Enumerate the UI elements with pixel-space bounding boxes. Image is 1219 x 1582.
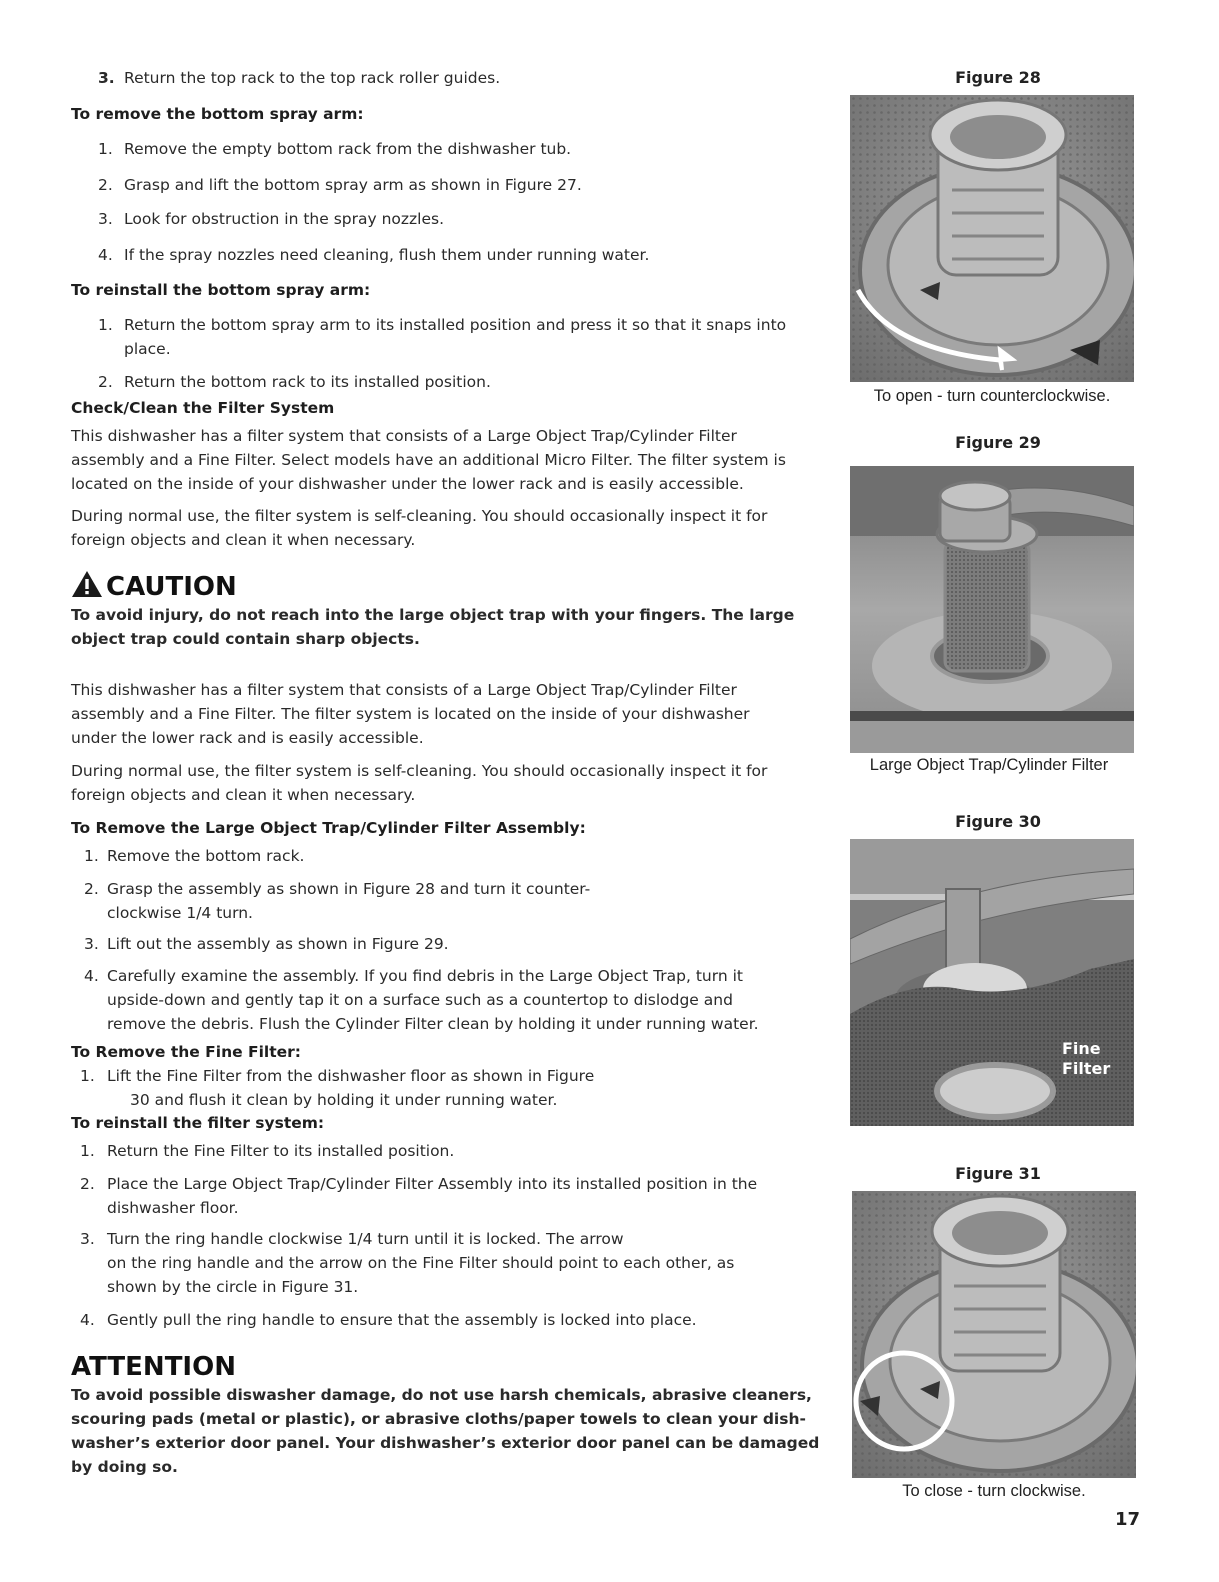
section-heading-remove-fine-filter: To Remove the Fine Filter: [71,1043,301,1061]
step-number: 4. [84,967,99,985]
step-text: Remove the empty bottom rack from the dishwasher tub. [124,140,572,158]
figure-29-title: Figure 29 [955,433,1041,452]
step-number: 2. [98,373,113,391]
attention-text: by doing so. [71,1458,178,1476]
step-number: 4. [98,246,113,264]
fine-filter-label [1062,1039,1110,1079]
caution-title: CAUTION [106,572,237,602]
step-text: on the ring handle and the arrow on the Fine Filter should point to each other, as [107,1254,735,1272]
paragraph-line: This dishwasher has a filter system that consists of a Large Object Trap/Cylinder Filter [71,681,737,699]
figure-31-title: Figure 31 [955,1164,1041,1183]
figure-31-caption: To close - turn clockwise. [902,1482,1086,1500]
figure-30-title: Figure 30 [955,812,1041,831]
section-heading-filter-system: Check/Clean the Filter System [71,399,335,417]
step-number: 1. [98,316,113,334]
figure-28-photo [850,95,1134,382]
step-text: Grasp and lift the bottom spray arm as shown in Figure 27. [124,176,582,194]
step-text: Place the Large Object Trap/Cylinder Filter Assembly into its installed position in the [107,1175,758,1193]
step-number: 1. [98,140,113,158]
section-heading-remove-spray-arm: To remove the bottom spray arm: [71,105,364,123]
step-number: 1. [80,1142,95,1160]
step-number: 3. [98,69,115,87]
paragraph-line: foreign objects and clean it when necessary. [71,786,416,804]
figure-28-title: Figure 28 [955,68,1041,87]
step-number: 2. [98,176,113,194]
step-text: Look for obstruction in the spray nozzles. [124,210,445,228]
figure-31-photo [852,1191,1136,1478]
figure-29-photo [850,466,1134,753]
step-number: 4. [80,1311,95,1329]
section-heading-reinstall-filter: To reinstall the filter system: [71,1114,325,1132]
attention-text: To avoid possible diswasher damage, do not use harsh chemicals, abrasive cleaners, [71,1386,812,1404]
step-text: Return the bottom rack to its installed position. [124,373,491,391]
step-text: Carefully examine the assembly. If you find debris in the Large Object Trap, turn it [107,967,743,985]
attention-text: washer’s exterior door panel. Your dishwasher’s exterior door panel can be damaged [71,1434,820,1452]
step-text: Lift out the assembly as shown in Figure 29. [107,935,449,953]
step-text: shown by the circle in Figure 31. [107,1278,359,1296]
attention-text: scouring pads (metal or plastic), or abrasive cloths/paper towels to clean your dish- [71,1410,806,1428]
step-text: Remove the bottom rack. [107,847,305,865]
paragraph-line: During normal use, the filter system is self-cleaning. You should occasionally inspect it for [71,507,768,525]
step-number: 1. [80,1067,95,1085]
step-text: upside-down and gently tap it on a surface such as a countertop to dislodge and [107,991,733,1009]
fine-filter-label-line: Filter [1062,1059,1111,1078]
section-heading-remove-trap: To Remove the Large Object Trap/Cylinder Filter Assembly: [71,819,586,837]
step-text: Return the Fine Filter to its installed position. [107,1142,455,1160]
figure-28-caption: To open - turn counterclockwise. [873,387,1111,405]
step-number: 3. [80,1230,95,1248]
step-number: 2. [80,1175,95,1193]
step-number: 3. [84,935,99,953]
step-text: place. [124,340,171,358]
step-text: dishwasher floor. [107,1199,239,1217]
paragraph-line: assembly and a Fine Filter. The filter system is located on the inside of your dishwasher [71,705,750,723]
caution-text: object trap could contain sharp objects. [71,630,420,648]
step-text: remove the debris. Flush the Cylinder Filter clean by holding it under running water. [107,1015,759,1033]
caution-text: To avoid injury, do not reach into the large object trap with your fingers. The large [71,606,795,624]
paragraph-line: assembly and a Fine Filter. Select models have an additional Micro Filter. The filter system is [71,451,786,469]
warning-icon [71,570,103,598]
paragraph-line: This dishwasher has a filter system that consists of a Large Object Trap/Cylinder Filter [71,427,737,445]
fine-filter-label-line: Fine [1062,1039,1101,1058]
step-text: If the spray nozzles need cleaning, flush them under running water. [124,246,650,264]
attention-title: ATTENTION [71,1352,236,1382]
step-text: Grasp the assembly as shown in Figure 28 and turn it counter- [107,880,591,898]
step-number: 2. [84,880,99,898]
page-number: 17 [1115,1509,1141,1530]
figure-29-caption: Large Object Trap/Cylinder Filter [869,756,1109,774]
paragraph-line: located on the inside of your dishwasher under the lower rack and is easily accessible. [71,475,744,493]
section-heading-reinstall-spray-arm: To reinstall the bottom spray arm: [71,281,371,299]
paragraph-line: under the lower rack and is easily accessible. [71,729,424,747]
paragraph-line: foreign objects and clean it when necessary. [71,531,416,549]
step-text: Lift the Fine Filter from the dishwasher floor as shown in Figure [107,1067,595,1085]
step-number: 3. [98,210,113,228]
paragraph-line: During normal use, the filter system is self-cleaning. You should occasionally inspect it for [71,762,768,780]
step-text: Turn the ring handle clockwise 1/4 turn until it is locked. The arrow [107,1230,624,1248]
step-number: 1. [84,847,99,865]
step-text: Return the top rack to the top rack roller guides. [124,69,501,87]
step-text: Return the bottom spray arm to its installed position and press it so that it snaps into [124,316,787,334]
step-text: 30 and flush it clean by holding it under running water. [130,1091,558,1109]
step-text: Gently pull the ring handle to ensure that the assembly is locked into place. [107,1311,697,1329]
figure-30-photo [850,839,1134,1126]
step-text: clockwise 1/4 turn. [107,904,253,922]
